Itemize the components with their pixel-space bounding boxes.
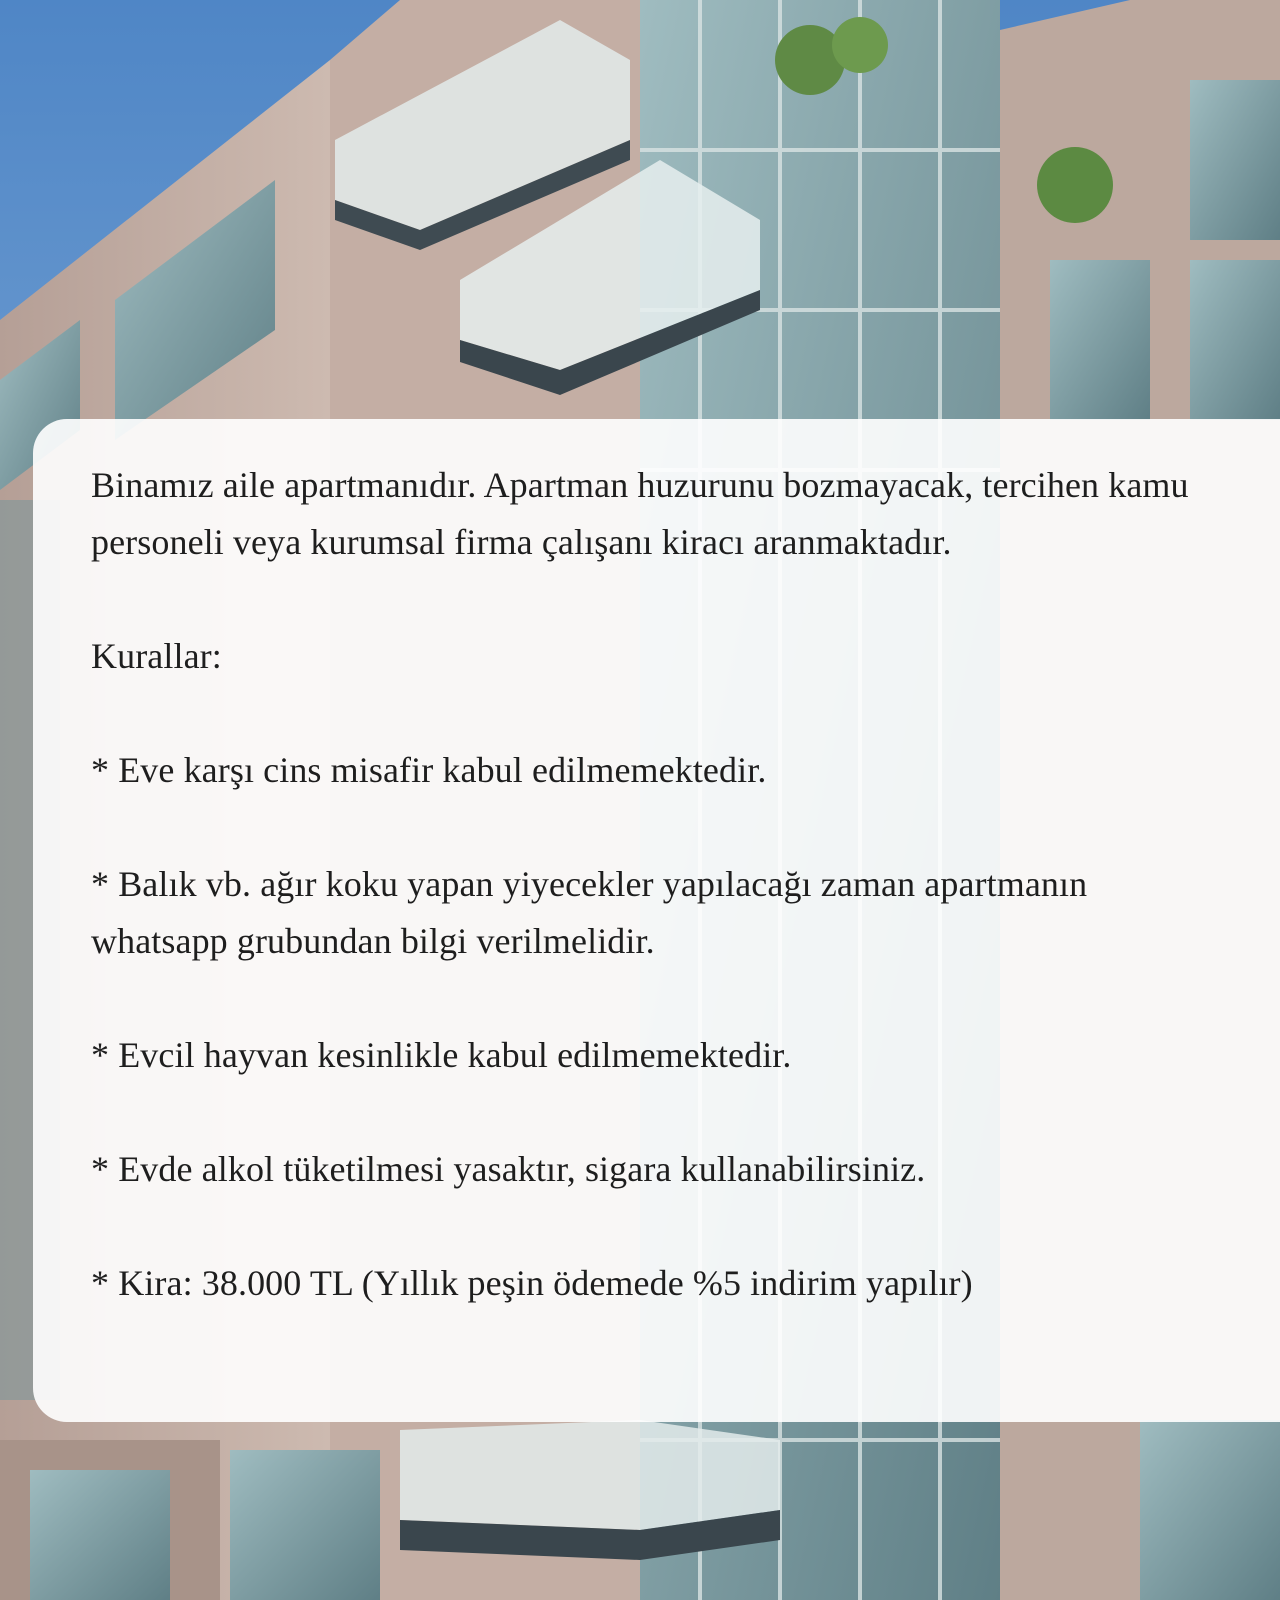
rule-item: * Evde alkol tüketilmesi yasaktır, sigara kullanabilirsiniz.: [91, 1149, 926, 1189]
rent-info: * Kira: 38.000 TL (Yıllık peşin ödemede %5 indirim yapılır): [91, 1263, 973, 1303]
rule-item: * Balık vb. ağır koku yapan yiyecekler yapılacağı zaman apartmanın whatsapp grubundan bilgi verilmelidir.: [91, 864, 1088, 961]
listing-text-card: [33, 419, 1280, 1422]
rule-item: * Eve karşı cins misafir kabul edilmemektedir.: [91, 750, 767, 790]
rules-heading: Kurallar:: [91, 636, 222, 676]
listing-intro: Binamız aile apartmanıdır. Apartman huzurunu bozmayacak, tercihen kamu personeli veya kurumsal firma çalışanı kiracı aranmaktadır.: [91, 465, 1189, 562]
rule-item: * Evcil hayvan kesinlikle kabul edilmemektedir.: [91, 1035, 792, 1075]
